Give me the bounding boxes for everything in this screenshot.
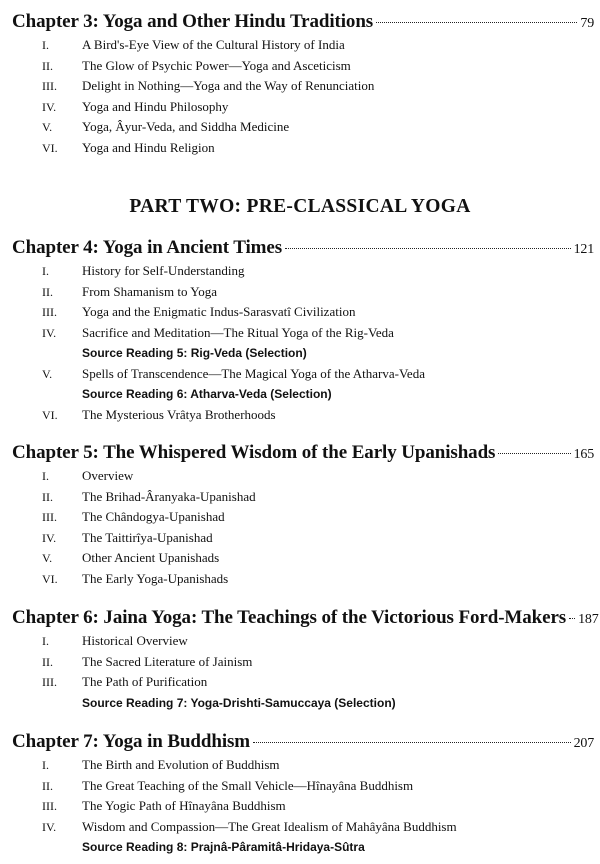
section-title: Delight in Nothing—Yoga and the Way of Renunciation [82,78,375,93]
section-number: IV. [42,530,57,545]
chapter-6 [12,606,599,713]
section-number: I. [42,264,49,278]
section-number: VI. [42,140,58,155]
section-item[interactable] [12,302,594,323]
source-reading-item[interactable] [12,837,594,858]
dot-leader [376,22,577,23]
section-number: III. [42,305,57,319]
part-heading: PART TWO: PRE-CLASSICAL YOGA [129,196,471,217]
chapter-7 [12,730,594,858]
section-title: The Yogic Path of Hînayâna Buddhism [82,798,286,813]
section-item[interactable] [12,466,594,487]
chapter-title: Chapter 7: Yoga in Buddhism [12,731,251,752]
section-item[interactable] [12,76,594,97]
section-number: II. [42,654,53,669]
section-title: The Early Yoga-Upanishads [82,570,229,586]
section-number: IV. [42,325,57,340]
section-number: II. [42,489,53,504]
section-list [12,466,594,589]
page-number: 165 [573,447,594,462]
chapter-5 [12,441,594,589]
source-reading-title: Source Reading 8: Prajnâ-Pâramitâ-Hridaya-Sûtra [82,840,365,854]
section-item[interactable] [12,117,594,138]
section-number: IV. [42,99,57,114]
chapter-title: Chapter 5: The Whispered Wisdom of the Early Upanishads [12,442,496,463]
section-number: I. [42,758,49,772]
section-title: Yoga, Âyur-Veda, and Siddha Medicine [82,119,290,134]
section-number: V. [42,366,53,381]
section-title: Sacrifice and Meditation—The Ritual Yoga of the Rig-Veda [82,324,394,340]
section-number: I. [42,469,49,483]
section-item[interactable] [12,35,594,56]
section-number: III. [42,675,57,689]
section-number: V. [42,551,53,565]
section-item[interactable] [12,631,594,652]
chapter-title: Chapter 6: Jaina Yoga: The Teachings of the Victorious Ford-Makers [12,607,567,628]
section-number: V. [42,120,53,134]
section-number: III. [42,510,57,524]
source-reading-title: Source Reading 5: Rig-Veda (Selection) [82,346,307,360]
section-title: Spells of Transcendence—The Magical Yoga of the Atharva-Veda [82,365,425,381]
chapter-heading[interactable] [12,606,599,630]
dot-leader [498,453,570,454]
source-reading-item[interactable] [12,343,594,364]
section-title: The Great Teaching of the Small Vehicle—Hînayâna Buddhism [82,777,414,793]
section-title: Yoga and Hindu Philosophy [82,98,229,114]
dot-leader [569,618,575,619]
source-reading-title: Source Reading 6: Atharva-Veda (Selection) [82,387,332,401]
section-item[interactable] [12,528,594,549]
section-item[interactable] [12,405,594,426]
chapter-heading[interactable] [12,236,594,260]
section-item[interactable] [12,138,594,159]
chapter-3 [12,10,594,158]
page-number: 207 [573,736,594,751]
page-number: 121 [573,242,594,257]
section-list [12,755,594,858]
section-title: The Glow of Psychic Power—Yoga and Asceticism [82,57,351,73]
section-item[interactable] [12,364,594,385]
section-list [12,35,594,158]
page-number: 187 [578,612,599,627]
section-item[interactable] [12,261,594,282]
section-item[interactable] [12,796,594,817]
section-title: Wisdom and Compassion—The Great Idealism of Mahâyâna Buddhism [82,818,457,834]
section-item[interactable] [12,569,594,590]
section-title: Other Ancient Upanishads [82,550,220,565]
section-title: The Taittirîya-Upanishad [82,529,213,545]
section-item[interactable] [12,776,594,797]
section-number: IV. [42,819,57,834]
section-title: The Sacred Literature of Jainism [82,653,253,669]
section-title: From Shamanism to Yoga [82,283,218,299]
chapter-title: Chapter 3: Yoga and Other Hindu Traditions [12,11,374,32]
source-reading-item[interactable] [12,384,594,405]
section-title: The Path of Purification [82,674,208,689]
section-item[interactable] [12,323,594,344]
source-reading-item[interactable] [12,693,594,714]
section-item[interactable] [12,487,594,508]
page-number: 79 [580,16,594,31]
section-title: A Bird's-Eye View of the Cultural History of India [82,37,345,52]
section-list [12,631,594,713]
section-number: I. [42,38,49,52]
section-number: II. [42,778,53,793]
section-item[interactable] [12,282,594,303]
chapter-4 [12,236,594,425]
section-item[interactable] [12,755,594,776]
section-item[interactable] [12,652,594,673]
chapter-heading[interactable] [12,730,594,754]
section-title: Overview [82,468,134,483]
section-title: The Mysterious Vrâtya Brotherhoods [82,406,276,422]
section-title: Yoga and Hindu Religion [82,139,215,155]
section-title: Yoga and the Enigmatic Indus-Sarasvatî Civilization [82,304,356,319]
dot-leader [253,742,571,743]
section-title: Historical Overview [82,633,188,648]
section-title: The Brihad-Âranyaka-Upanishad [82,488,256,504]
section-number: III. [42,79,57,93]
section-item[interactable] [12,817,594,838]
section-item[interactable] [12,56,594,77]
section-number: II. [42,58,53,73]
section-title: The Chândogya-Upanishad [82,509,225,524]
chapter-heading[interactable] [12,10,594,34]
dot-leader [285,248,571,249]
section-item[interactable] [12,672,594,693]
chapter-title: Chapter 4: Yoga in Ancient Times [12,237,283,258]
section-number: II. [42,284,53,299]
section-number: III. [42,799,57,813]
section-number: VI. [42,407,58,422]
section-item[interactable] [12,97,594,118]
section-number: I. [42,634,49,648]
section-item[interactable] [12,548,594,569]
section-number: VI. [42,571,58,586]
chapter-heading[interactable] [12,441,594,465]
section-title: The Birth and Evolution of Buddhism [82,757,280,772]
section-title: History for Self-Understanding [82,263,245,278]
source-reading-title: Source Reading 7: Yoga-Drishti-Samuccaya (Selection) [82,695,396,710]
section-item[interactable] [12,507,594,528]
section-list [12,261,594,425]
